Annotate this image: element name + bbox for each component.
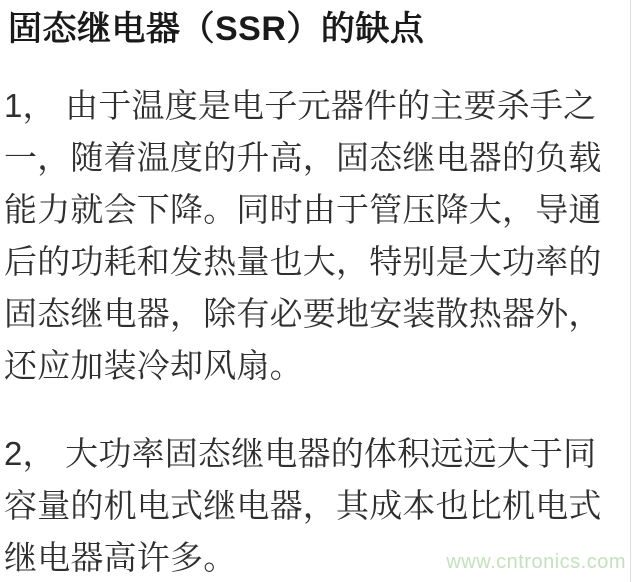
watermark: www.cntronics.com <box>446 551 626 573</box>
article-title: 固态继电器（SSR）的缺点 <box>8 10 425 48</box>
text-line: 2， 大功率固态继电器的体积远远大于同 <box>4 435 597 472</box>
text-line: 后的功耗和发热量也大，特别是大功率的 <box>4 243 602 280</box>
text-line: 还应加装冷却风扇。 <box>4 347 303 384</box>
text-line: 1， 由于温度是电子元器件的主要杀手之 <box>4 87 597 124</box>
text-line: 一，随着温度的升高，固态继电器的负载 <box>4 139 602 176</box>
text-line: 固态继电器，除有必要地安装散热器外， <box>4 295 602 332</box>
text-line: 继电器高许多。 <box>4 539 237 576</box>
text-line: 容量的机电式继电器，其成本也比机电式 <box>4 487 602 524</box>
text-line: 能力就会下降。同时由于管压降大，导通 <box>4 191 602 228</box>
right-edge-divider <box>630 0 631 582</box>
paragraph-1 <box>0 80 640 392</box>
